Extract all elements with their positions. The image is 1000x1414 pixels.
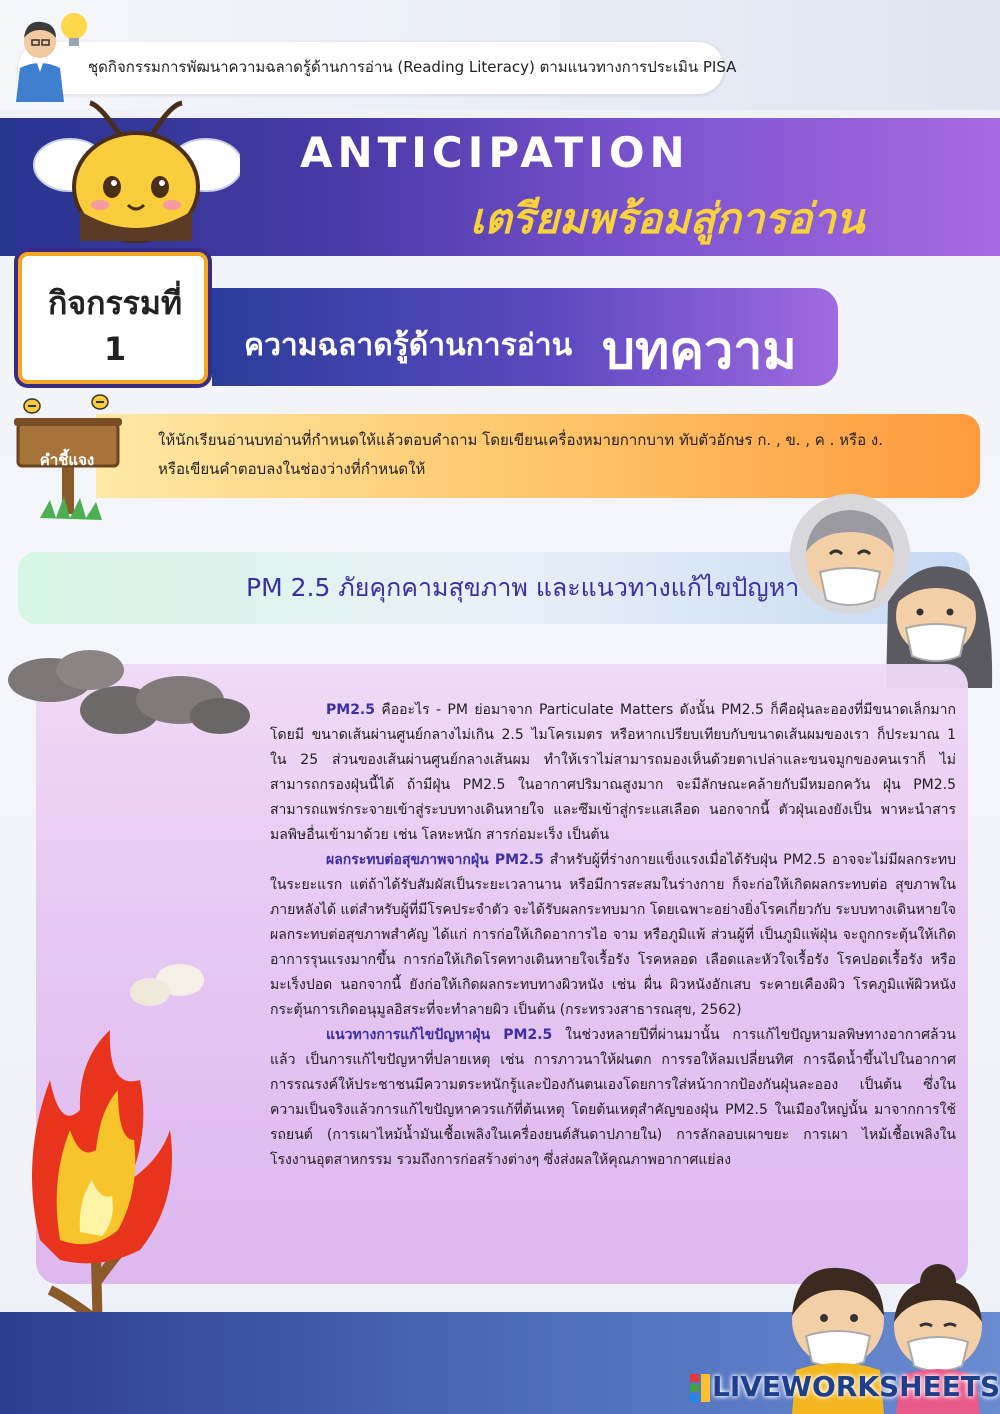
article-heading-what-is-pm25: PM2.5 bbox=[326, 702, 375, 718]
banner-title-english: ANTICIPATION bbox=[300, 128, 690, 177]
activity-title: ความฉลาดรู้ด้านการอ่าน bbox=[244, 328, 573, 363]
teacher-with-lightbulb-icon bbox=[6, 6, 92, 102]
instruction-line-2: หรือเขียนคำตอบลงในช่องว่างที่กำหนดให้ bbox=[158, 460, 426, 478]
masked-people-illustration bbox=[770, 492, 1000, 688]
liveworksheets-logo-text: LIVEWORKSHEETS bbox=[712, 1370, 1000, 1403]
banner-title-thai: เตรียมพร้อมสู่การอ่าน bbox=[470, 194, 865, 243]
instruction-label: คำชี้แจง bbox=[39, 451, 95, 469]
instruction-text bbox=[158, 426, 958, 484]
instruction-line-1: ให้นักเรียนอ่านบทอ่านที่กำหนดให้แล้วตอบคำถาม โดยเขียนเครื่องหมายกากบาท ทับตัวอักษร ก. , ข. , ค . หรือ ง. bbox=[158, 431, 883, 449]
series-title: ชุดกิจกรรมการพัฒนาความฉลาดรู้ด้านการอ่าน (Reading Literacy) ตามแนวทางการประเมิน PISA bbox=[88, 58, 737, 76]
article-paragraph-3-body: ในช่วงหลายปีที่ผ่านมานั้น การแก้ไขปัญหามลพิษทางอากาศล้วนแล้ว เป็นการแก้ไขปัญหาที่ปลายเหตุ เช่น การภาวนาให้ฝนตก การรอให้ลมเปลี่ยนทิศ การฉีดน้ำขึ้นไปในอากาศ การรณรงค์ให้ประชาชนมีความตระหนักรู้และป้องกันตนเองโดยการใส่หน้ากากป้องกันฝุ่นละออง เป็นต้น ซึ่งในความเป็นจริงแล้วการแก้ไขปัญหาควรแก้ที่ต้นเหตุ โดยต้นเหตุสำคัญของฝุ่น PM2.5 ในเมืองใหญ่นั้น มาจากการใช้รถยนต์ (การเผาไหม้น้ำมันเชื้อเพลิงในเครื่องยนต์สันดาปภายใน) การลักลอบเผาขยะ การเผา ไหม้เชื้อเพลิงในโรงงานอุตสาหกรรม รวมถึงการก่อสร้างต่างๆ ซึ่งส่งผลให้คุณภาพอากาศแย่ลง bbox=[270, 1027, 956, 1168]
activity-number: 1 bbox=[103, 330, 127, 368]
article-paragraph-2 bbox=[270, 848, 956, 1023]
article-paragraph-1 bbox=[270, 698, 956, 848]
activity-title-emphasis: บทความ bbox=[602, 321, 797, 381]
liveworksheets-logo-icon bbox=[690, 1374, 710, 1402]
activity-label: กิจกรรมที่ bbox=[47, 284, 183, 322]
article-heading-health-effects: ผลกระทบต่อสุขภาพจากฝุ่น PM2.5 bbox=[326, 852, 544, 868]
article-title: PM 2.5 ภัยคุกคามสุขภาพ และแนวทางแก้ไขปัญหา bbox=[246, 573, 800, 602]
article-heading-solutions: แนวทางการแก้ไขปัญหาฝุ่น PM2.5 bbox=[326, 1027, 553, 1043]
article-paragraph-2-body: สำหรับผู้ที่ร่างกายแข็งแรงเมื่อได้รับฝุ่น PM2.5 อาจจะไม่มีผลกระทบ ในระยะแรก แต่ถ้าได้รับสัมผัสเป็นระยะเวลานาน หรือมีการสะสมในร่างกาย ก็จะก่อให้เกิดผลกระทบต่อ สุขภาพในภายหลังได้ แต่สำหรับผู้ที่มีโรคประจำตัว จะได้รับผลกระทบมาก โดยเฉพาะอย่างยิ่งโรคเกี่ยวกับ ระบบทางเดินหายใจ ผลกระทบต่อสุขภาพสำคัญ ได้แก่ การก่อให้เกิดอาการไอ จาม หรือภูมิแพ้ ส่วนผู้ที่ เป็นภูมิแพ้ฝุ่น จะถูกกระตุ้นให้เกิดอาการรุนแรงมากขึ้น การก่อให้เกิดโรคทางเดินหายใจเรื้อรัง โรคหลอด เลือดและหัวใจเรื้อรัง โรคปอดเรื้อรัง หรือมะเร็งปอด นอกจากนี้ ยังก่อให้เกิดผลกระทบทางผิวหนัง เช่น ผื่น ผิวหนังอักเสบ ระคายเคืองผิว โรคภูมิแพ้ผิวหนัง กระตุ้นการเกิดอนุมูลอิสระที่จะทำลายผิว เป็นต้น (กระทรวงสาธารณสุข, 2562) bbox=[270, 852, 956, 1018]
smoke-clouds-icon bbox=[0, 640, 260, 750]
bee-mascot-icon bbox=[30, 95, 240, 265]
article-paragraph-1-body: คืออะไร - PM ย่อมาจาก Particulate Matters ดังนั้น PM2.5 ก็คือฝุ่นละอองที่มีขนาดเล็กมาก โดยมี ขนาดเส้นผ่านศูนย์กลางไม่เกิน 2.5 ไมโครเมตร หรือหากเปรียบเทียบกับขนาดเส้นผมของเรา ก็ประมาณ 1 ใน 25 ส่วนของเส้นผ่านศูนย์กลางเส้นผม ทำให้เราไม่สามารถมองเห็นด้วยตาเปล่าและขนจมูกของคนเราก็ ไม่สามารถกรองฝุ่นนี้ได้ ถ้ามีฝุ่น PM2.5 ในอากาศปริมาณสูงมาก จะมีลักษณะคล้ายกับมีหมอกควัน ฝุ่น PM2.5 สามารถแพร่กระจายเข้าสู่ระบบทางเดินหายใจ และซึมเข้าสู่กระแสเลือด นอกจากนี้ ตัวฝุ่นเองยังเป็น พาหะนำสารมลพิษอื่นเข้ามาด้วย เช่น โลหะหนัก สารก่อมะเร็ง เป็นต้น bbox=[270, 702, 956, 843]
article-paragraph-3 bbox=[270, 1023, 956, 1173]
article-body bbox=[270, 698, 956, 1173]
